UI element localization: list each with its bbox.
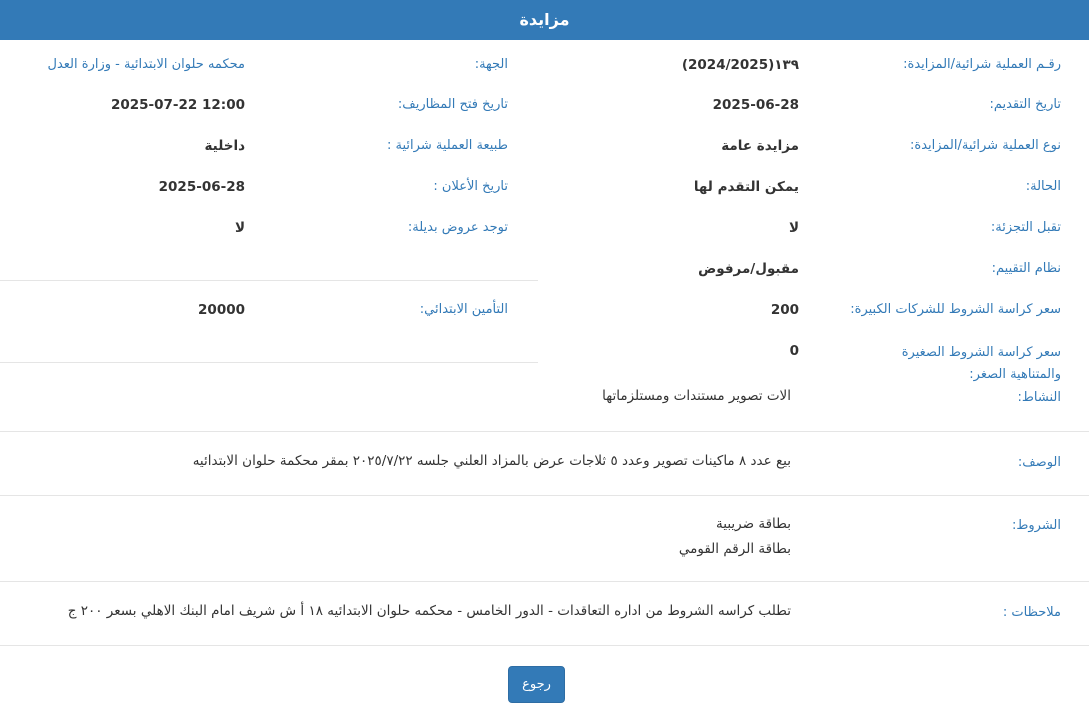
divider — [0, 495, 1089, 496]
op-number-label: رقـم العملية شرائية/المزايدة: — [903, 57, 1061, 72]
description-value: بيع عدد ٨ ماكينات تصوير وعدد ٥ ثلاجات عرض بالمزاد العلني جلسه ٢٠٢٥/٧/٢٢ بمقر محكمة حلوان الابتدائيه — [192, 453, 791, 469]
opening-date-value: 2025-07-22 12:00 — [110, 97, 245, 113]
alt-offers-label: توجد عروض بديلة: — [407, 220, 508, 235]
page-title: مزايدة — [519, 10, 570, 29]
announce-date-label: تاريخ الأعلان : — [433, 179, 508, 194]
divider — [0, 431, 1089, 432]
small-price-value: 0 — [789, 343, 799, 359]
submit-date-label: تاريخ التقديم: — [989, 97, 1061, 112]
divider — [0, 645, 1089, 646]
submit-date-value: 2025-06-28 — [712, 97, 799, 113]
partition-value: لا — [788, 220, 799, 236]
alt-offers-value: لا — [234, 220, 245, 236]
divider — [0, 362, 538, 363]
partition-label: تقبل التجزئة: — [990, 220, 1061, 235]
status-value: يمكن التقدم لها — [693, 179, 799, 195]
evaluation-value: مقبول/مرفوض — [698, 261, 799, 277]
entity-value: محكمه حلوان الابتدائية - وزارة العدل — [47, 57, 245, 72]
opening-date-label: تاريخ فتح المظاريف: — [397, 97, 508, 112]
page-header — [0, 0, 1089, 40]
op-type-value: مزايدة عامة — [721, 138, 799, 154]
entity-label: الجهة: — [474, 57, 508, 72]
notes-value: تطلب كراسه الشروط من اداره التعاقدات - الدور الخامس - محكمه حلوان الابتدائيه ١٨ أ ش شريف امام البنك الاهلي بسعر ٢٠٠ ج — [67, 603, 791, 619]
activity-label: النشاط: — [1017, 390, 1061, 405]
op-nature-value: داخلية — [204, 138, 245, 154]
condition-item: بطاقة الرقم القومي — [678, 541, 791, 557]
initial-insurance-label: التأمين الابتدائي: — [419, 302, 508, 317]
evaluation-label: نظام التقييم: — [991, 261, 1061, 276]
status-label: الحالة: — [1025, 179, 1061, 194]
op-nature-label: طبيعة العملية شرائية : — [387, 138, 508, 153]
condition-item: بطاقة ضريبية — [716, 516, 791, 532]
divider — [0, 280, 538, 281]
divider — [0, 581, 1089, 582]
activity-value: الات تصوير مستندات ومستلزماتها — [602, 388, 791, 404]
notes-label: ملاحظات : — [1002, 605, 1061, 620]
big-price-value: 200 — [770, 302, 799, 318]
op-type-label: نوع العملية شرائية/المزايدة: — [910, 138, 1061, 153]
big-price-label: سعر كراسة الشروط للشركات الكبيرة: — [850, 302, 1061, 317]
initial-insurance-value: 20000 — [198, 302, 245, 318]
description-label: الوصف: — [1017, 455, 1061, 470]
op-number-value: ١٣٩(2024/2025) — [681, 57, 799, 73]
conditions-label: الشروط: — [1011, 518, 1061, 533]
announce-date-value: 2025-06-28 — [158, 179, 245, 195]
back-button[interactable]: رجوع — [508, 666, 565, 703]
small-price-label: سعر كراسة الشروط الصغيرة والمتناهية الصغر: — [901, 345, 1061, 382]
